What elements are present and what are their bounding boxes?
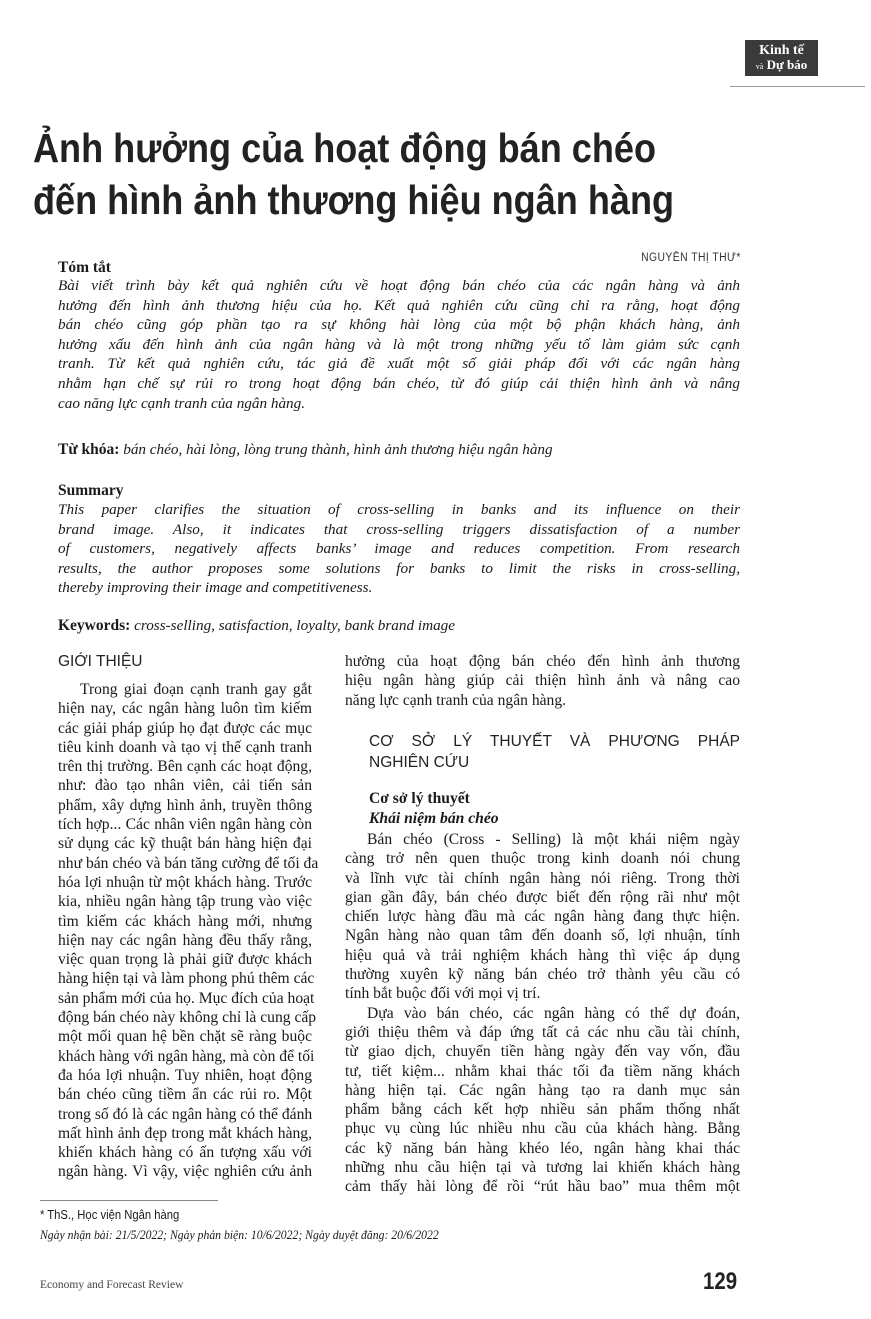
body-line: khách hàng với ngân hàng, mà còn để tối (58, 1047, 315, 1065)
abstract-line: brand image. Also, it indicates that cross-selling triggers dissatisfaction of a number (58, 520, 740, 538)
abstract-line: of customers, negatively affects banks’ image and reduces competition. From research (58, 540, 740, 558)
keywords-vi-label: Từ khóa: (58, 441, 120, 458)
body-line: các kỹ năng bán hàng khéo léo, ngân hàng khai thác (345, 1139, 740, 1157)
body-line: hiện nay, các ngân hàng luôn tìm kiếm (58, 700, 312, 718)
masthead-line1: Kinh tế (759, 43, 804, 58)
keywords-vi-text: bán chéo, hài lòng, lòng trung thành, hình ảnh thương hiệu ngân hàng (123, 441, 553, 458)
header-rule (730, 86, 865, 87)
heading-line: CƠ SỞ LÝ THUYẾT VÀ PHƯƠNG PHÁP (369, 733, 740, 750)
body-line: sản phẩm mới của họ. Mục đích của hoạt (58, 989, 315, 1007)
keywords-en-text: cross-selling, satisfaction, loyalty, bank brand image (134, 617, 456, 634)
abstract-en-heading: Summary (58, 482, 124, 499)
abstract-line: hưởng đến hình ảnh thương hiệu của họ. Kết quả nghiên cứu cũng chỉ ra rằng, hoạt động (58, 296, 740, 314)
masthead-small: và (755, 62, 764, 71)
title-line: Ảnh hưởng của hoạt động bán chéo (33, 125, 657, 171)
journal-name-footer: Economy and Forecast Review (40, 1279, 184, 1291)
intro-continued (345, 652, 740, 710)
body-line: động bán chéo này không chỉ là cung cấp (58, 1009, 317, 1027)
body-line: chiến lược hàng đầu mà các ngân hàng đang thực hiện. (345, 908, 740, 926)
body-line: việc quan trọng là phải giữ được khách (58, 951, 312, 969)
body-line: hiệu ngân hàng giúp cải thiện hình ảnh và nâng cao (345, 672, 740, 690)
body-line: hóa lợi nhuận từ một khách hàng. Trước (58, 873, 312, 891)
body-line: bán chéo cũng tiềm ẩn các rủi ro. Một (58, 1086, 312, 1104)
keywords-en (58, 617, 455, 635)
body-line: như bán chéo và bán tăng cường để tối đa (58, 854, 319, 872)
author-name: NGUYỄN THỊ THƯ* (641, 252, 741, 264)
body-line: Dựa vào bán chéo, các ngân hàng có thể dự đoán, (367, 1004, 740, 1022)
section-heading-intro: GIỚI THIỆU (58, 653, 143, 670)
body-line: sử dụng các kỹ thuật bán hàng hiện đại (58, 835, 312, 853)
body-line: tìm kiếm các khách hàng mới, nhưng (58, 912, 312, 930)
article-title (33, 122, 674, 226)
abstract-line: nhằm hạn chế sự rủi ro trong hoạt động bán chéo, từ đó giúp cải thiện hình ảnh và nâng (58, 374, 740, 392)
body-line: như: đào tạo nhân viên, cải tiến sản (58, 777, 312, 795)
journal-masthead-logo (745, 40, 818, 76)
body-line: những nhu cầu hiện tại và tương lai khiến khách hàng (345, 1159, 740, 1177)
body-line: mất hình ảnh đẹp trong mắt khách hàng, (58, 1124, 312, 1142)
body-line: tính bắt buộc đối với mọi vị trí. (345, 985, 541, 1003)
abstract-line: bán chéo cũng góp phần tạo ra sự không hài lòng của một bộ phận khách hàng, ảnh (58, 316, 740, 334)
body-line: cảm thấy hài lòng để rồi “rút hầu bao” mua thêm một (345, 1178, 740, 1196)
keywords-vi (58, 441, 553, 459)
body-line: gian gần đây, bán chéo được biết đến rộng rãi như một (345, 888, 740, 906)
body-line: tiêu kinh doanh và tạo vị thế cạnh tranh (58, 738, 312, 756)
masthead-line2 (745, 58, 818, 74)
abstract-line: This paper clarifies the situation of cross-selling in banks and its influence on their (58, 501, 740, 518)
body-line: khiến khách hàng có ấn tượng xấu với (58, 1144, 312, 1162)
heading-line: NGHIÊN CỨU (369, 754, 470, 771)
body-line: giới thiệu thêm và đáp ứng tất cả các nhu cầu tài chính, (345, 1023, 740, 1041)
abstract-line: results, the author proposes some solutions for banks to limit the risks in cross-selling, (58, 559, 740, 577)
body-line: đa hóa lợi nhuận. Tuy nhiên, hoạt động (58, 1066, 312, 1084)
abstract-vi-heading: Tóm tắt (58, 259, 111, 276)
subheading-theory: Cơ sở lý thuyết (369, 790, 470, 807)
abstract-line: hưởng xấu đến hình ảnh của ngân hàng và là một trong những yếu tố làm giảm sức cạnh (58, 335, 740, 353)
body-line: Bán chéo (Cross - Selling) là một khái niệm ngày (367, 831, 740, 848)
body-line: năng lực cạnh tranh của ngân hàng. (345, 691, 567, 709)
body-line: ngân hàng. Vì vậy, việc nghiên cứu ảnh (58, 1163, 312, 1181)
section-heading-theory (369, 731, 740, 773)
page-number: 129 (703, 1268, 738, 1295)
intro-body (58, 680, 319, 1182)
body-line: tư, tiết kiệm... nhằm khai thác tối đa tiềm năng khách (345, 1062, 740, 1080)
body-line: các giải pháp giúp họ đạt được các mục (58, 719, 312, 737)
footnote-rule (40, 1200, 218, 1201)
title-line: đến hình ảnh thương hiệu ngân hàng (33, 177, 675, 223)
body-line: Ngân hàng nào quan tâm đến doanh số, lợi nhuận, tính (345, 927, 740, 945)
masthead-line2-text: Dự báo (766, 57, 808, 72)
abstract-line: Bài viết trình bày kết quả nghiên cứu về hoạt động bán chéo của các ngân hàng và ảnh (58, 277, 740, 294)
body-line: hiện nay các ngân hàng đều thấy rằng, (58, 931, 312, 949)
theory-body (345, 830, 740, 1197)
body-line: càng trở nên quen thuộc trong kinh doanh nói chung (345, 850, 740, 868)
body-line: trên thị trường. Bên cạnh các hoạt động, (58, 758, 312, 776)
body-line: phục vụ cùng lúc nhiều nhu cầu của khách hàng. Bằng (345, 1120, 740, 1138)
abstract-line: thereby improving their image and competitiveness. (58, 579, 373, 597)
body-line: một mối quan hệ bền chặt sẽ ràng buộc (58, 1028, 312, 1046)
abstract-vi-body (58, 276, 740, 413)
body-line: tích hợp... Các nhân viên ngân hàng còn (58, 816, 312, 834)
abstract-line: tranh. Từ kết quả nghiên cứu, tác giả đề xuất một số giải pháp đối với các ngân hàng (58, 355, 740, 373)
footnote-affiliation: * ThS., Học viện Ngân hàng (40, 1208, 180, 1222)
abstract-en-body (58, 500, 740, 598)
body-line: Trong giai đoạn cạnh tranh gay gắt (80, 681, 312, 698)
subheading-cross-selling-concept: Khái niệm bán chéo (369, 810, 499, 827)
keywords-en-label: Keywords: (58, 617, 131, 634)
body-line: và lĩnh vực tài chính ngân hàng nói riêng. Trong thời (345, 869, 740, 887)
abstract-line: cao năng lực cạnh tranh của ngân hàng. (58, 394, 306, 412)
body-line: phẩm, xây dựng hình ảnh, truyền thông (58, 796, 312, 814)
body-line: thường xuyên kỹ năng bán chéo trở thành yêu cầu có (345, 966, 740, 984)
body-line: hiệu quả và trải nghiệm khách hàng thì việc áp dụng (345, 946, 740, 964)
footnote-dates: Ngày nhận bài: 21/5/2022; Ngày phản biện: 10/6/2022; Ngày duyệt đăng: 20/6/2022 (40, 1227, 439, 1242)
body-line: trong số đó là các ngân hàng có thể đánh (58, 1105, 313, 1123)
body-line: phẩm bằng cách kết hợp nhiều sản phẩm thống nhất (345, 1101, 740, 1119)
body-line: kia, nhiều ngân hàng tập trung vào việc (58, 893, 312, 911)
body-line: hưởng của hoạt động bán chéo đến hình ảnh thương (345, 653, 740, 670)
body-line: hàng hiện tại và làm phong phú thêm các (58, 970, 315, 988)
body-line: từ giao dịch, chuyển tiền hàng ngày đến vay vốn, đầu (345, 1043, 740, 1061)
body-line: hàng hiện tại. Các ngân hàng tạo ra danh mục sản (345, 1081, 740, 1099)
